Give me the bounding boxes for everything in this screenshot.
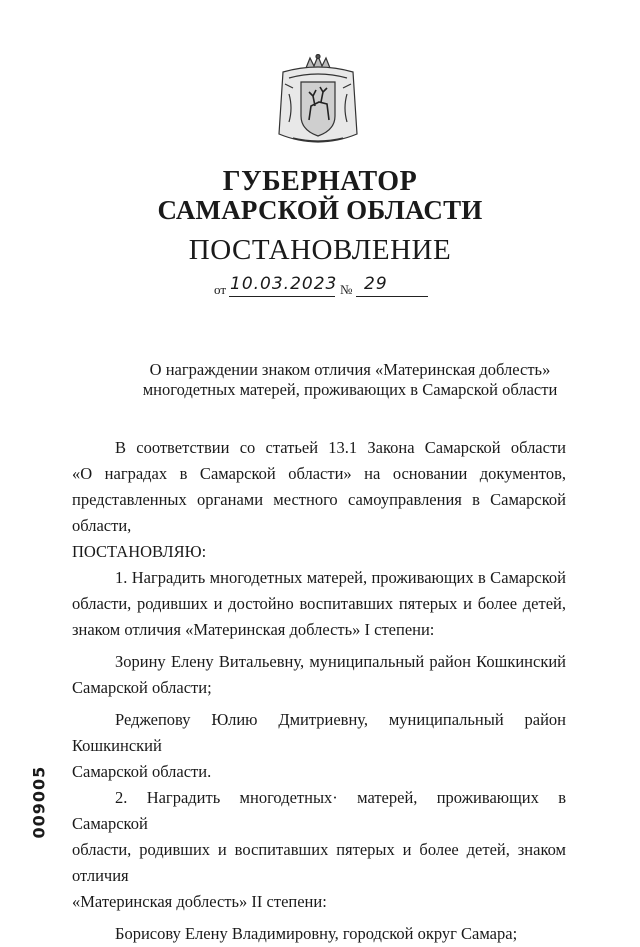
body-line: Самарской области. [72, 762, 212, 781]
body-line: Самарской области; [72, 678, 212, 697]
body-line: области, родивших и достойно воспитавших пятерых и более детей, [72, 594, 566, 613]
body-line: 1. Наградить многодетных матерей, проживающих в Самарской [115, 568, 566, 587]
organization-region: САМАРСКОЙ ОБЛАСТИ [157, 195, 483, 225]
body-line: 2. Наградить многодетных· матерей, проживающих в Самарской [72, 788, 566, 833]
subject-line: О награждении знаком отличия «Материнская доблесть» [149, 360, 551, 379]
body-line: области, родивших и воспитавших пятерых и более детей, знаком отличия [72, 840, 566, 885]
body-line: «О наградах в Самарской области» на основании документов, [72, 464, 566, 483]
margin-stamp-number: 009005 [29, 765, 49, 839]
subject-heading [60, 360, 640, 400]
body-line: Борисову Елену Владимировну, городской округ Самара; [115, 924, 518, 943]
organization-title: ГУБЕРНАТОР [222, 166, 418, 197]
body-line: «Материнская доблесть» II степени: [72, 892, 327, 911]
body-line: ПОСТАНОВЛЯЮ: [72, 542, 207, 561]
date-value: 10.03.2023 [230, 274, 338, 294]
date-prefix: от [214, 282, 227, 297]
number-prefix: № [340, 282, 353, 297]
date-underline [229, 296, 335, 297]
body-line: представленных органами местного самоуправления в Самарской области, [72, 490, 566, 535]
date-number-line [214, 276, 434, 298]
body-line: знаком отличия «Материнская доблесть» I степени: [72, 620, 435, 639]
coat-of-arms-icon [273, 54, 363, 152]
body-line: Реджепову Юлию Дмитриевну, муниципальный район Кошкинский [72, 710, 566, 755]
body-line: В соответствии со статьей 13.1 Закона Самарской области [115, 438, 566, 457]
document-body [72, 435, 566, 947]
margin-stamp [28, 765, 50, 840]
number-value: 29 [364, 274, 388, 294]
body-line: Зорину Елену Витальевну, муниципальный район Кошкинский [115, 652, 566, 671]
subject-line: многодетных матерей, проживающих в Самарской области [142, 380, 558, 399]
number-underline [356, 296, 428, 297]
document-type: ПОСТАНОВЛЕНИЕ [188, 234, 452, 266]
